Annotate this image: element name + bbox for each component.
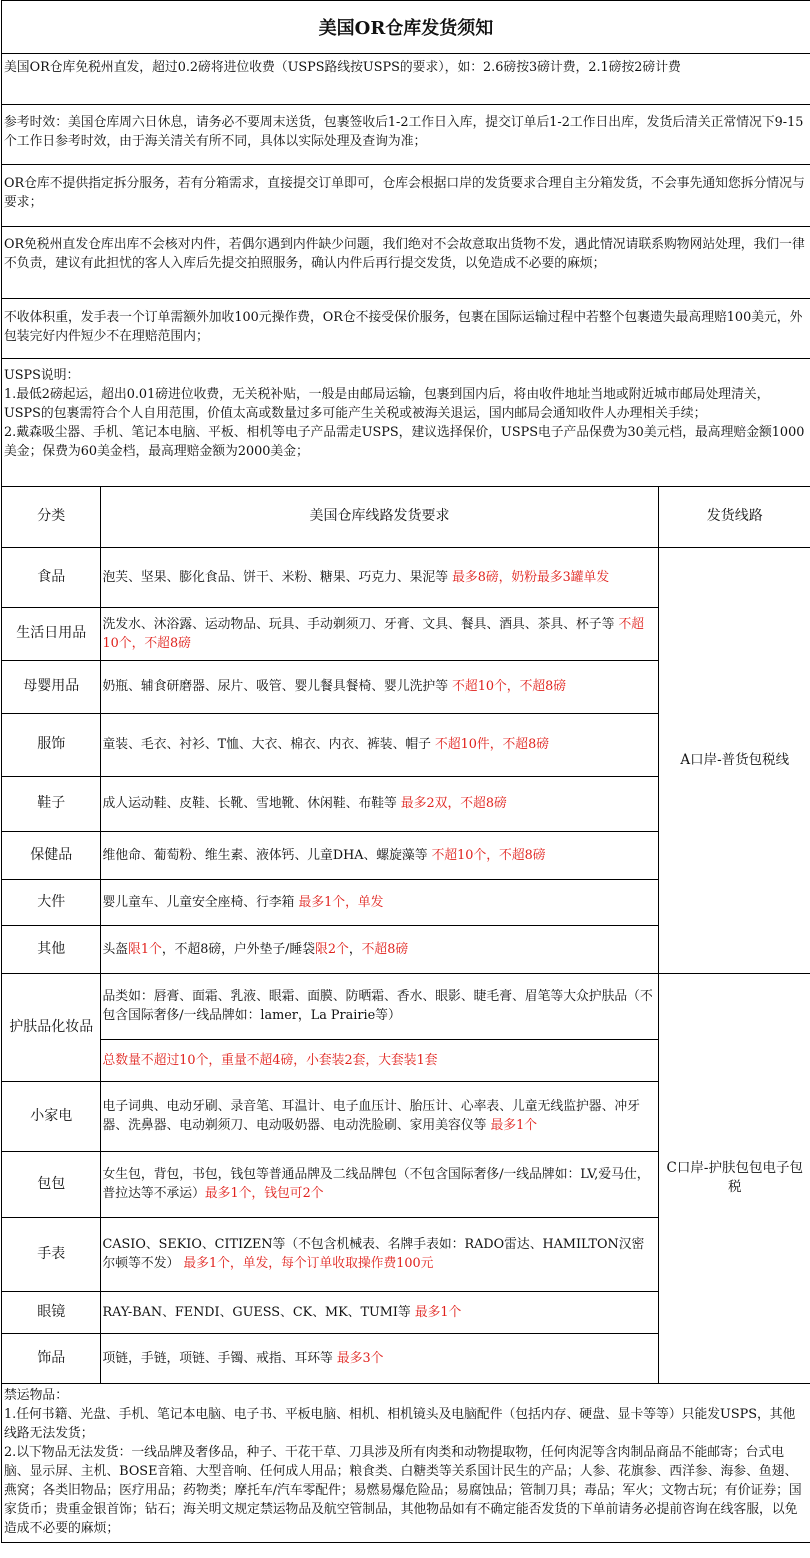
route-a-cell: A口岸-普货包税线 xyxy=(658,547,810,973)
category-cell: 母婴用品 xyxy=(2,660,100,713)
header-category: 分类 xyxy=(2,487,100,547)
requirement-cell: 电子词典、电动牙刷、录音笔、耳温计、电子血压计、胎压计、心率表、儿童无线监护器、冲牙器、洗鼻器、电动剃须刀、电动吸奶器、电动洗脸刷、家用美容仪等 最多1个 xyxy=(100,1081,658,1151)
requirement-cell: 成人运动鞋、皮鞋、长靴、雪地靴、休闲鞋、布鞋等 最多2双，不超8磅 xyxy=(100,776,658,831)
prohibited-items xyxy=(2,1384,810,1543)
requirement-cell: 维他命、葡萄粉、维生素、液体钙、儿童DHA、螺旋藻等 不超10个，不超8磅 xyxy=(100,831,658,879)
usps-notes xyxy=(2,359,810,487)
requirement-cell: 婴儿童车、儿童安全座椅、行李箱 最多1个，单发 xyxy=(100,879,658,925)
notice-contents: OR免税州直发仓库出库不会核对内件，若偶尔遇到内件缺少问题，我们绝对不会故意取出货物不发，遇此情况请联系购物网站处理，我们一律不负责，建议有此担忧的客人入库后先提交拍照服务，确认内件后再行提交发货，以免造成不必要的麻烦； xyxy=(2,227,810,299)
usps-line-1: 1.最低2磅起运，超出0.01磅进位收费，无关税补贴，一般是由邮局运输，包裹到国内后，将由收件地址当地或附近城市邮局处理清关，USPS的包裹需符合个人自用范围，价值太高或数量过多可能产生关税或被海关退运，国内邮局会通知收件人办理相关手续； xyxy=(4,387,770,421)
notice-timing: 参考时效：美国仓库周六日休息，请务必不要周末送货，包裹签收后1-2工作日入库，提交订单后1-2工作日出库，发货后清关正常情况下9-15个工作日参考时效，由于海关清关有所不同，具体以实际处理及查询为准； xyxy=(2,105,810,165)
prohibited-line-2: 2.以下物品无法发货：一线品牌及奢侈品，种子、干花干草、刀具涉及所有肉类和动物提取物，任何肉泥等含肉制品商品不能邮寄；台式电脑、显示屏、主机、BOSE音箱、大型音响、任何成人用品；粮食类、白糖类等关系国计民生的产品；人参、花旗参、西洋参、海参、鱼翅、燕窝；各类旧物品；医疗用品；药物类；摩托车/汽车零配件；易燃易爆危险品；易腐蚀品；管制刀具；毒品；军火；文物古玩；有价证券；国家货币；贵重金银首饰；钻石；海关明文规定禁运物品及航空管制品，其他物品如有不确定能否发货的下单前请务必提前咨询在线客服，以免造成不必要的麻烦； xyxy=(4,1444,802,1536)
route-table xyxy=(2,487,810,1384)
route-c-cell: C口岸-护肤包包电子包税 xyxy=(658,973,810,1383)
requirement-cell: 洗发水、沐浴露、运动物品、玩具、手动剃须刀、牙膏、文具、餐具、酒具、茶具、杯子等 不超10个，不超8磅 xyxy=(100,607,658,660)
usps-heading: USPS说明： xyxy=(4,368,80,383)
category-cell: 服饰 xyxy=(2,713,100,776)
requirement-cell: 童装、毛衣、衬衫、T恤、大衣、棉衣、内衣、裤装、帽子 不超10件，不超8磅 xyxy=(100,713,658,776)
header-requirement: 美国仓库线路发货要求 xyxy=(100,487,658,547)
page-title: 美国OR仓库发货须知 xyxy=(2,1,810,54)
category-cell: 其他 xyxy=(2,925,100,973)
requirement-cell: 头盔限1个，不超8磅，户外垫子/睡袋限2个，不超8磅 xyxy=(100,925,658,973)
table-row xyxy=(2,547,810,607)
category-cell: 手表 xyxy=(2,1217,100,1291)
prohibited-line-1: 1.任何书籍、光盘、手机、笔记本电脑、电子书、平板电脑、相机、相机镜头及电脑配件（包括内存、硬盘、显卡等等）只能发USPS，其他线路无法发货； xyxy=(4,1406,796,1441)
requirement-cell: 品类如：唇膏、面霜、乳液、眼霜、面膜、防晒霜、香水、眼影、睫毛膏、眉笔等大众护肤品（不包含国际奢侈/一线品牌如：lamer，La Prairie等） xyxy=(100,973,658,1039)
table-row xyxy=(2,973,810,1039)
category-cell: 饰品 xyxy=(2,1333,100,1383)
category-cell: 小家电 xyxy=(2,1081,100,1151)
notice-split: OR仓库不提供指定拆分服务，若有分箱需求，直接提交订单即可，仓库会根据口岸的发货要求合理自主分箱发货，不会事先通知您拆分情况与要求； xyxy=(2,165,810,227)
category-cell: 鞋子 xyxy=(2,776,100,831)
category-cell: 眼镜 xyxy=(2,1291,100,1333)
category-cell: 生活日用品 xyxy=(2,607,100,660)
usps-line-2: 2.戴森吸尘器、手机、笔记本电脑、平板、相机等电子产品需走USPS，建议选择保价，USPS电子产品保费为30美元档，最高理赔金额1000美金；保费为60美金档，最高理赔金额为2000美金； xyxy=(4,425,805,459)
requirement-cell: 女生包，背包，书包，钱包等普通品牌及二线品牌包（不包含国际奢侈/一线品牌如：LV,爱马仕，普拉达等不承运）最多1个，钱包可2个 xyxy=(100,1151,658,1217)
requirement-cell: CASIO、SEKIO、CITIZEN等（不包含机械表、名牌手表如：RADO雷达、HAMILTON汉密尔顿等不发） 最多1个，单发，每个订单收取操作费100元 xyxy=(100,1217,658,1291)
category-cell: 护肤品化妆品 xyxy=(2,973,100,1081)
notice-insurance: 不收体积重，发手表一个订单需额外加收100元操作费，OR仓不接受保价服务，包裹在国际运输过程中若整个包裹遗失最高理赔100美元，外包装完好内件短少不在理赔范围内； xyxy=(2,299,810,359)
header-route: 发货线路 xyxy=(658,487,810,547)
requirement-cell: RAY-BAN、FENDI、GUESS、CK、MK、TUMI等 最多1个 xyxy=(100,1291,658,1333)
table-header-row xyxy=(2,487,810,547)
notice-billing: 美国OR仓库免税州直发，超过0.2磅将进位收费（USPS路线按USPS的要求），如：2.6磅按3磅计费，2.1磅按2磅计费 xyxy=(2,54,810,105)
category-cell: 食品 xyxy=(2,547,100,607)
category-cell: 保健品 xyxy=(2,831,100,879)
notice-sheet xyxy=(1,0,810,1543)
requirement-cell: 项链，手链，项链、手镯、戒指、耳环等 最多3个 xyxy=(100,1333,658,1383)
category-cell: 大件 xyxy=(2,879,100,925)
requirement-cell: 奶瓶、辅食研磨器、尿片、吸管、婴儿餐具餐椅、婴儿洗护等 不超10个，不超8磅 xyxy=(100,660,658,713)
category-cell: 包包 xyxy=(2,1151,100,1217)
requirement-cell: 总数量不超过10个，重量不超4磅，小套装2套，大套装1套 xyxy=(100,1039,658,1081)
requirement-cell: 泡芙、坚果、膨化食品、饼干、米粉、糖果、巧克力、果泥等 最多8磅，奶粉最多3罐单发 xyxy=(100,547,658,607)
prohibited-heading: 禁运物品： xyxy=(4,1387,68,1403)
